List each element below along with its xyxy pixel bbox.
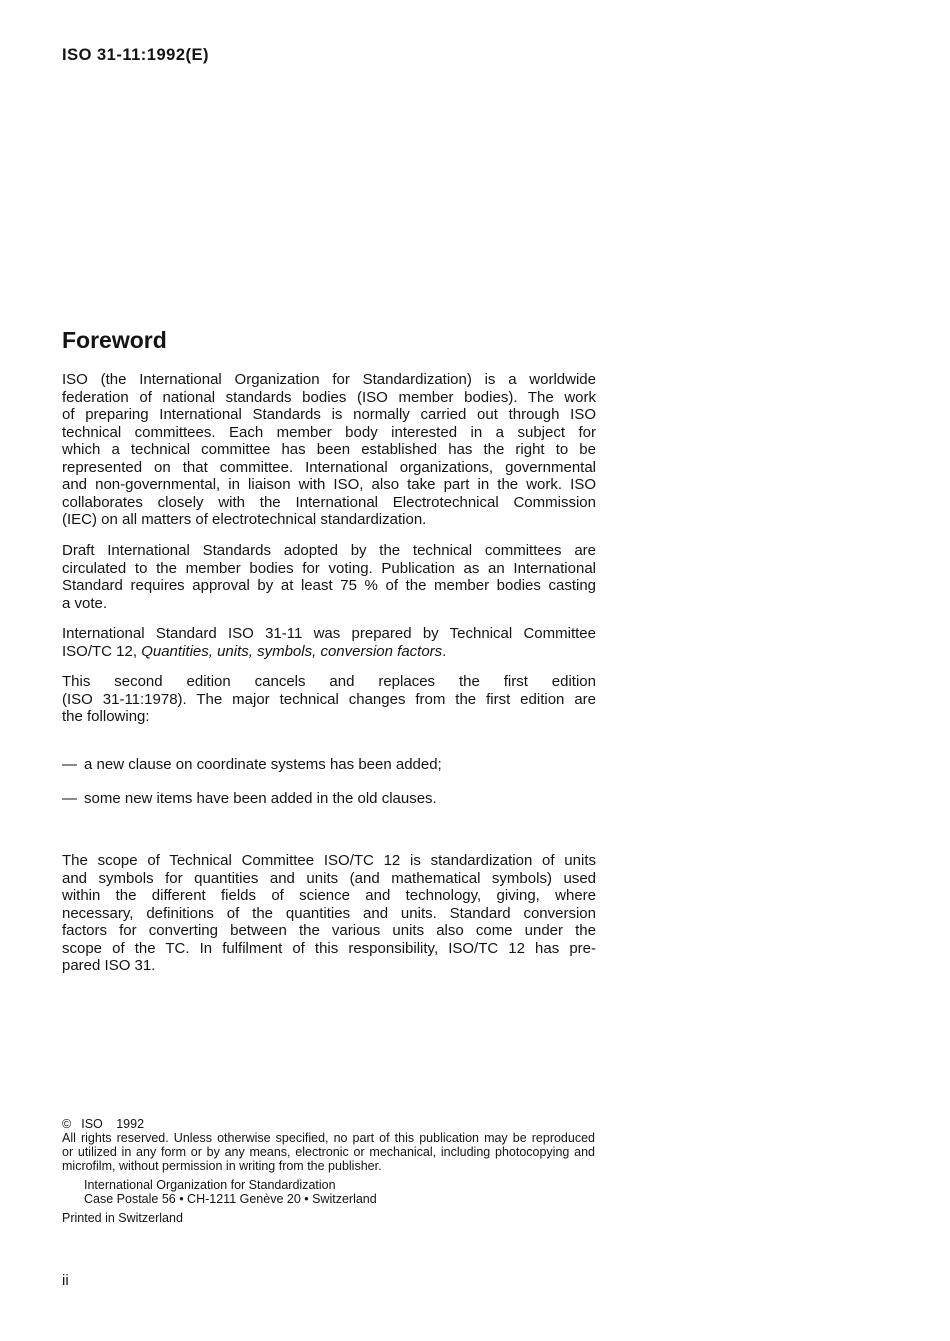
document-id-header: ISO 31-11:1992(E) — [62, 46, 209, 64]
list-item-text: a new clause on coordinate systems has been added; — [84, 756, 442, 773]
text-line: Draft International Standards adopted by the technical committees are — [62, 542, 596, 559]
foreword-paragraph-edition — [62, 673, 596, 726]
text-line: circulated to the member bodies for voting. Publication as an International — [62, 559, 596, 577]
list-dash: — — [62, 756, 77, 773]
text-line: All rights reserved. Unless otherwise specified, no part of this publication may be reproduced — [62, 1131, 595, 1145]
text-line: ISO (the International Organization for Standardization) is a worldwide — [62, 371, 596, 388]
copyright-symbol: © — [62, 1117, 72, 1131]
page-title: Foreword — [62, 327, 167, 353]
text-line: This second edition cancels and replaces the first edition — [62, 673, 596, 690]
text-line: and non-governmental, in liaison with ISO, also take part in the work. ISO — [62, 476, 596, 493]
text-line — [62, 643, 596, 661]
text-line: technical committees. Each member body interested in a subject for — [62, 423, 596, 441]
committee-title-italic: Quantities, units, symbols, conversion factors — [141, 642, 443, 660]
text-line: (ISO 31-11:1978). The major technical changes from the first edition are — [62, 690, 596, 708]
foreword-paragraph-draft-standards — [62, 542, 596, 612]
publisher-address — [84, 1178, 584, 1206]
text-line: of preparing International Standards is normally carried out through ISO — [62, 406, 596, 423]
text-line: (IEC) on all matters of electrotechnical standardization. — [62, 511, 427, 528]
text-line: represented on that committee. International organizations, governmental — [62, 458, 596, 476]
text-line: microfilm, without permission in writing from the publisher. — [62, 1159, 382, 1173]
text-line: the following: — [62, 708, 150, 725]
foreword-paragraph-scope — [62, 852, 596, 975]
list-dash: — — [62, 790, 77, 807]
copyright-notice — [62, 1131, 595, 1173]
text-line: International Standard ISO 31-11 was prepared by Technical Committee — [62, 625, 596, 642]
text-line: The scope of Technical Committee ISO/TC 12 is standardization of units — [62, 852, 596, 869]
text-line: within the different fields of science and technology, giving, where — [62, 887, 596, 904]
text-line: Case Postale 56 • CH-1211 Genève 20 • Switzerland — [84, 1192, 377, 1206]
foreword-paragraph-iso-intro — [62, 371, 596, 529]
text-line: scope of the TC. In fulfilment of this responsibility, ISO/TC 12 has pre- — [62, 939, 596, 957]
text-line: factors for converting between the various units also come under the — [62, 922, 596, 939]
copyright-year: ISO 1992 — [81, 1117, 145, 1131]
text-segment: ISO/TC 12, — [62, 642, 142, 660]
text-line: federation of national standards bodies (ISO member bodies). The work — [62, 388, 596, 406]
list-item-text: some new items have been added in the old clauses. — [84, 790, 437, 807]
text-line: which a technical committee has been established has the right to be — [62, 441, 596, 458]
foreword-paragraph-prepared-by — [62, 625, 596, 660]
page-number: ii — [62, 1272, 69, 1289]
text-line: collaborates closely with the International Electrotechnical Commission — [62, 493, 596, 511]
text-line: and symbols for quantities and units (and mathematical symbols) used — [62, 869, 596, 887]
text-segment: . — [442, 642, 447, 660]
text-line: necessary, definitions of the quantities and units. Standard conversion — [62, 904, 596, 922]
text-line: International Organization for Standardization — [84, 1178, 336, 1192]
text-line: Standard requires approval by at least 75 % of the member bodies casting — [62, 577, 596, 594]
text-line: or utilized in any form or by any means, electronic or mechanical, including photocopying and — [62, 1145, 595, 1159]
text-line: pared ISO 31. — [62, 957, 156, 974]
copyright-line — [62, 1117, 144, 1131]
printed-in: Printed in Switzerland — [62, 1211, 183, 1225]
text-line: a vote. — [62, 594, 108, 612]
